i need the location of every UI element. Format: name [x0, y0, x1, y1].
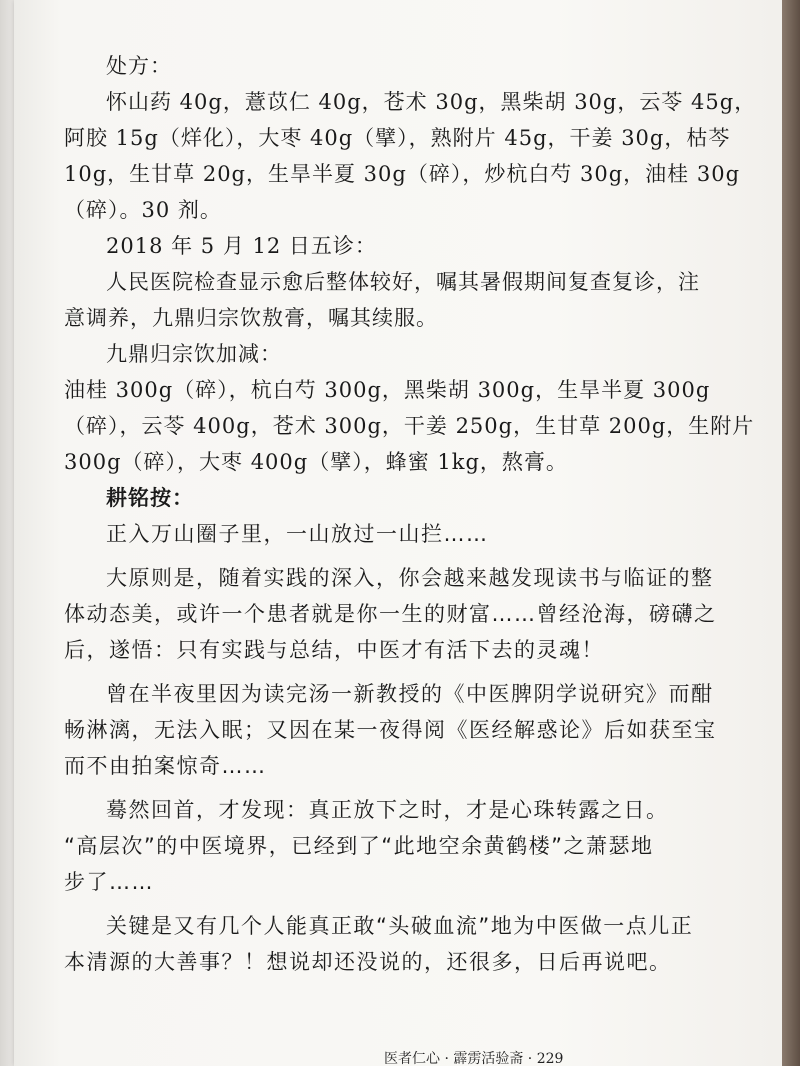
- commentary-line: 畅淋漓，无法入眠；又因在某一夜得阅《医经解惑论》后如获至宝: [64, 718, 717, 742]
- prescription-line: 怀山药 40g，薏苡仁 40g，苍术 30g，黑柴胡 30g，云苓 45g，: [106, 90, 757, 114]
- commentary-line: 而不由拍案惊奇……: [64, 754, 267, 778]
- commentary-line: “高层次”的中医境界，已经到了“此地空余黄鹤楼”之萧瑟地: [64, 834, 654, 858]
- book-page: [14, 0, 782, 1066]
- commentary-line: 关键是又有几个人能真正敢“头破血流”地为中医做一点儿正: [106, 914, 694, 938]
- commentary-line: 大原则是，随着实践的深入，你会越来越发现读书与临证的整: [106, 566, 714, 590]
- commentary-line: 体动态美，或许一个患者就是你一生的财富……曾经沧海，磅礴之: [64, 602, 717, 626]
- prescription-line: 10g，生甘草 20g，生旱半夏 30g（碎），炒杭白芍 30g，油桂 30g: [64, 162, 741, 186]
- commentary-line: 后，遂悟：只有实践与总结，中医才有活下去的灵魂！: [64, 638, 604, 662]
- page-footer: 医者仁心 · 霹雳活验斋 · 229: [384, 1051, 564, 1066]
- visit-line: 人民医院检查显示愈后整体较好，嘱其暑假期间复查复诊，注: [106, 270, 700, 294]
- commentary-line: 正入万山圈子里，一山放过一山拦……: [106, 522, 489, 546]
- commentary-line: 步了……: [64, 870, 154, 894]
- formula-line: （碎），云苓 400g，苍术 300g，干姜 250g，生甘草 200g，生附片: [64, 414, 755, 438]
- page-text: [64, 48, 757, 980]
- formula-title: 九鼎归宗饮加减：: [106, 342, 282, 366]
- formula-line: 300g（碎），大枣 400g（擘），蜂蜜 1kg，熬膏。: [64, 450, 568, 474]
- commentary-line: 蓦然回首，才发现：真正放下之时，才是心珠转露之日。: [106, 798, 669, 822]
- prescription-line: 阿胶 15g（烊化），大枣 40g（擘），熟附片 45g，干姜 30g，枯芩: [64, 126, 731, 150]
- commentary-line: 本清源的大善事？！想说却还没说的，还很多，日后再说吧。: [64, 950, 672, 974]
- commentary-line: 曾在半夜里因为读完汤一新教授的《中医脾阴学说研究》而酣: [106, 682, 714, 706]
- commentary-title: 耕铭按：: [106, 485, 194, 510]
- prescription-title: 处方：: [106, 54, 172, 78]
- visit-title: 2018 年 5 月 12 日五诊：: [106, 234, 377, 258]
- visit-line: 意调养，九鼎归宗饮敖膏，嘱其续服。: [64, 306, 438, 330]
- commentary-body: [64, 516, 717, 980]
- formula-line: 油桂 300g（碎），杭白芍 300g，黑柴胡 300g，生旱半夏 300g: [64, 378, 711, 402]
- book-right-edge: [782, 0, 800, 1066]
- prescription-line: （碎）。30 剂。: [64, 198, 222, 222]
